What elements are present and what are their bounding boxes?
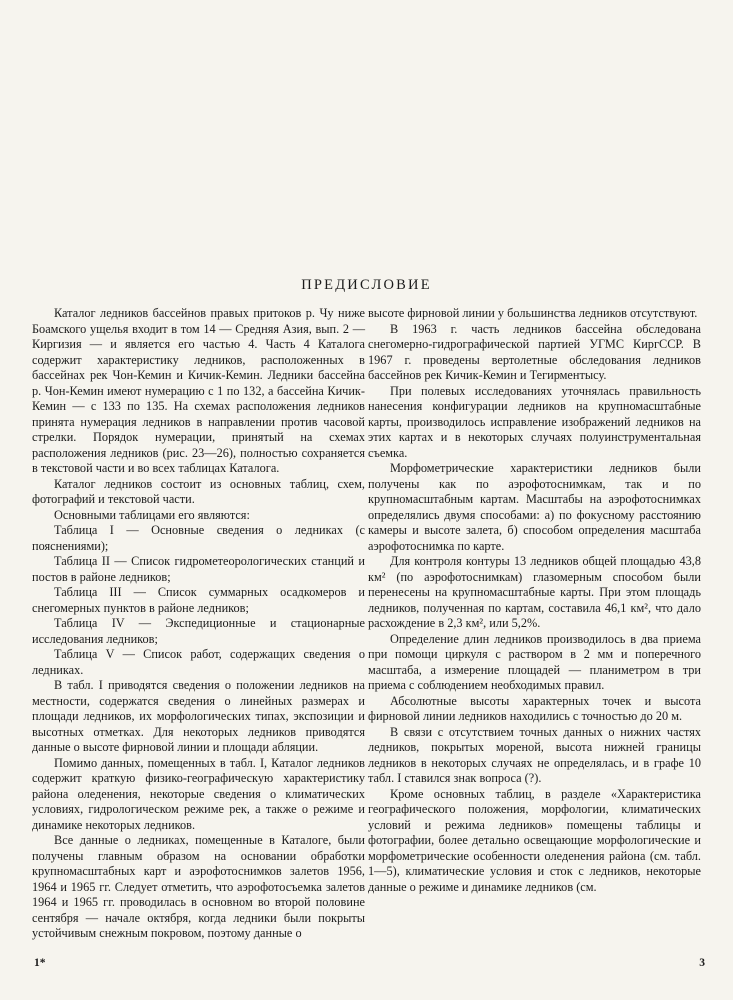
paragraph: Таблица IV — Экспедиционные и стационарные исследования ледников; [32, 616, 365, 646]
paragraph: Таблица I — Основные сведения о ледниках (с пояснениями); [32, 523, 365, 553]
paragraph: Кроме основных таблиц, в разделе «Характеристика географического положения, морфологии, климатических условий и режима ледников» помещены таблицы и фотографии, более детально освещающие морфологические и морфометрические особенности оледенения района (см. табл. 1—5), климатические условия и сток с ледников, некоторые данные о режиме и динамике ледников (см. [368, 786, 701, 894]
page-title: ПРЕДИСЛОВИЕ [301, 277, 432, 293]
paragraph: При полевых исследованиях уточнялась правильность нанесения конфигурации ледников на крупномасштабные карты, производилось исправление изображений ледников на этих картах и в некоторых случаях полуинструментальная съемка. [368, 383, 701, 460]
paragraph: Определение длин ледников производилось в два приема при помощи циркуля с раствором в 2 мм и поперечного масштаба, а измерение площадей — планиметром в три приема с соблюдением необходимых правил. [368, 631, 701, 692]
paragraph: Все данные о ледниках, помещенные в Каталоге, были получены главным образом на основании обработки крупномасштабных карт и аэрофотоснимков залетов 1956, 1964 и 1965 гг. Следует отметить, что аэрофотосъемка залетов 1964 и 1965 гг. проводилась в основном во второй половине сентября — начале октября, когда ледники были покрыты устойчивым снежным покровом, поэтому данные о [32, 833, 365, 940]
paragraph: Основными таблицами его являются: [54, 507, 250, 522]
page-number: 3 [699, 957, 705, 969]
paragraph: Помимо данных, помещенных в табл. I, Каталог ледников содержит краткую физико-географическую характеристику района оледенения, некоторые сведения о климатических условиях, гидрологическом режиме рек, а также о режиме и динамике некоторых ледников. [32, 755, 365, 832]
paragraph: Таблица II — Список гидрометеорологических станций и постов в районе ледников; [32, 554, 365, 584]
paragraph: Морфометрические характеристики ледников были получены как по аэрофотоснимкам, так и по крупномасштабным картам. Масштабы на аэрофотоснимках определялись двумя способами: а) по фокусному расстоянию камеры и высоте залета, б) способом определения масштаба аэрофотоснимка по карте. [368, 461, 701, 553]
paragraph: Каталог ледников бассейнов правых притоков р. Чу ниже Боамского ущелья входит в том 14 — Средняя Азия, вып. 2 — Киргизия — и является его частью 4. Часть 4 Каталога содержит характеристику ледников, расположенных в бассейнах рек Чон-Кемин и Кичик-Кемин. Ледники бассейна р. Чон-Кемин имеют нумерацию с 1 по 132, а бассейна Кичик-Кемин — с 133 по 135. На схемах расположения ледников принята нумерация ледников в направлении против часовой стрелки. Порядок нумерации, принятый на схемах расположения ледников (рис. 23—26), полностью сохраняется в текстовой части и во всех таблицах Каталога. [32, 306, 365, 475]
paragraph: Таблица III — Список суммарных осадкомеров и снегомерных пунктов в районе ледников; [32, 585, 365, 615]
paragraph: В 1963 г. часть ледников бассейна обследована снегомерно-гидрографической партией УГМС КиргССР. В 1967 г. проведены вертолетные обследования ледников бассейнов рек Кичик-Кемин и Тегирментысу. [368, 321, 701, 382]
paragraph: Абсолютные высоты характерных точек и высота фирновой линии ледников находились с точностью до 20 м. [368, 693, 701, 723]
paragraph: Для контроля контуры 13 ледников общей площадью 43,8 км² (по аэрофотоснимкам) глазомерным способом были перенесены на крупномасштабные карты. При этом площадь ледников, полученная по картам, составила 46,1 км², что дало расхождение в 2,3 км², или 5,2%. [368, 554, 701, 630]
paragraph: Таблица V — Список работ, содержащих сведения о ледниках. [32, 647, 365, 677]
left-column [32, 306, 365, 942]
paragraph: В связи с отсутствием точных данных о нижних частях ледников, покрытых мореной, высота нижней границы ледников в некоторых случаях не определялась, и в графе 10 табл. I ставился знак вопроса (?). [368, 724, 701, 785]
signature-mark: 1* [34, 957, 46, 969]
paragraph-continued: высоте фирновой линии у большинства ледников отсутствуют. [368, 306, 698, 320]
right-column [368, 306, 701, 895]
paragraph: Каталог ледников состоит из основных таблиц, схем, фотографий и текстовой части. [32, 476, 365, 506]
paragraph: В табл. I приводятся сведения о положении ледников на местности, содержатся сведения о линейных размерах и площади ледников, их морфологических типах, экспозиции и высотных отметках. Для некоторых ледников приводятся данные о высоте фирновой линии и площади абляции. [32, 678, 365, 754]
